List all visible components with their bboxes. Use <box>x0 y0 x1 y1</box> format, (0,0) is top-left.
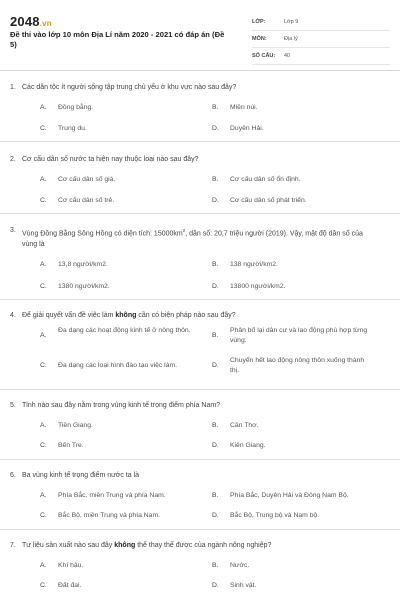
question-text-part-1: Để giải quyết vấn đề việc làm <box>22 312 116 319</box>
question-text-part-1: Tư liệu sản xuất nào sau đây <box>22 542 115 549</box>
question-text: Các dân tộc ít người sống tập trung chủ yếu ở khu vực nào sau đây? <box>22 84 237 91</box>
meta-subject-value: Địa lý <box>284 36 298 42</box>
question-6 <box>0 460 400 530</box>
option-c[interactable]: C. 1380 người/km2. <box>40 283 110 290</box>
logo-text: 2048 <box>10 14 40 29</box>
question-4 <box>0 300 400 390</box>
option-c[interactable]: C. Đa dạng các loại hình đào tạo việc làm. <box>40 362 178 369</box>
meta-count-row <box>252 48 390 65</box>
option-d[interactable]: D. 13800 người/km2. <box>212 283 286 290</box>
option-d[interactable]: D. Cơ cấu dân số phát triển. <box>212 197 307 204</box>
option-d[interactable]: D. Duyên Hải. <box>212 125 264 132</box>
option-a[interactable]: A. Tiền Giang. <box>40 422 93 429</box>
question-number: 1. <box>10 84 16 91</box>
question-text-part-1: Vùng Đồng Bằng Sông Hồng có diện tích: 15000km <box>22 230 183 238</box>
question-text: Ba vùng kinh tế trọng điểm nước ta là <box>22 472 140 479</box>
option-a[interactable]: A. Khí hậu. <box>40 562 84 569</box>
option-c[interactable]: C. Bến Tre. <box>40 442 84 449</box>
option-c[interactable]: C. Cơ cấu dân số trẻ. <box>40 197 115 204</box>
option-a[interactable]: A. Đa dạng các hoạt động kinh tế ở nông thôn. <box>40 327 191 339</box>
question-number: 6. <box>10 472 16 479</box>
option-b[interactable]: B. Miền núi. <box>212 104 258 111</box>
site-logo[interactable] <box>10 14 52 29</box>
meta-subject-label: MÔN: <box>252 36 267 42</box>
meta-count-value: 40 <box>284 53 291 59</box>
question-text: Tỉnh nào sau đây nằm trong vùng kinh tế trọng điểm phía Nam? <box>22 402 221 409</box>
question-number: 5. <box>10 402 16 409</box>
question-text-emphasis: không <box>114 542 136 549</box>
exam-meta <box>252 14 390 65</box>
option-c[interactable]: C. Bắc Bộ, miền Trung và phía Nam. <box>40 512 161 519</box>
question-text-part-2: cần có biện pháp nào sau đây? <box>136 312 236 319</box>
question-text-part-2: , dân số: 20,7 triệu người (2019). Vậy, mật độ dân số của vùng là <box>22 230 363 249</box>
option-d[interactable]: D. Sinh vật. <box>212 582 257 589</box>
question-text-emphasis: không <box>115 312 137 319</box>
question-3 <box>0 214 400 300</box>
option-d[interactable]: D. Bắc Bộ, Trung bộ và Nam bộ. <box>212 512 320 519</box>
option-a[interactable]: A. 13,8 người/km2. <box>40 261 108 268</box>
page-header <box>0 0 400 71</box>
option-b[interactable]: B. Cơ cấu dân số ổn định. <box>212 176 301 183</box>
option-b[interactable]: B. Cần Thơ. <box>212 422 259 429</box>
exam-title: Đề thi vào lớp 10 môn Địa Lí năm 2020 - 2021 có đáp án (Đề 5) <box>10 30 225 49</box>
option-c[interactable]: C. Trung du. <box>40 125 87 132</box>
option-b[interactable]: B. Phân bố lại dân cư và lao động phù hợp từng vùng. <box>212 327 368 344</box>
question-2 <box>0 142 400 214</box>
option-c[interactable]: C. Đất đai. <box>40 582 82 589</box>
question-text: Cơ cấu dân số nước ta hiện nay thuộc loại nào sau đây? <box>22 156 199 163</box>
meta-subject-row <box>252 31 390 48</box>
option-b[interactable]: B. Nước. <box>212 562 250 569</box>
option-a[interactable]: A. Đồng bằng. <box>40 104 94 111</box>
meta-count-label: SỐ CÂU: <box>252 53 276 59</box>
question-5 <box>0 390 400 460</box>
option-b[interactable]: B. Phía Bắc, Duyên Hải và Đông Nam Bộ. <box>212 492 349 499</box>
question-7 <box>0 530 400 600</box>
meta-class-value: Lớp 9 <box>284 19 299 25</box>
option-d[interactable]: D. Kiên Giang. <box>212 442 266 449</box>
question-number: 7. <box>10 542 16 549</box>
option-d[interactable]: D. Chuyển hết lao động nông thôn xuống thành thị. <box>212 357 365 374</box>
question-list <box>0 70 400 600</box>
question-text-superscript: 2 <box>182 228 186 233</box>
question-number: 2. <box>10 156 16 163</box>
option-a[interactable]: A. Phía Bắc, miền Trung và phía Nam. <box>40 492 166 499</box>
option-b[interactable]: B. 138 người/km2. <box>212 261 278 268</box>
meta-class-label: LỚP: <box>252 19 266 25</box>
logo-suffix: .vn <box>39 19 52 28</box>
question-number: 4. <box>10 312 16 319</box>
question-text-part-2: thể thay thế được của ngành nông nghiệp? <box>135 542 272 549</box>
option-a[interactable]: A. Cơ cấu dân số già. <box>40 176 116 183</box>
meta-class-row <box>252 14 390 31</box>
question-number: 3. <box>10 227 16 234</box>
question-1 <box>0 70 400 142</box>
